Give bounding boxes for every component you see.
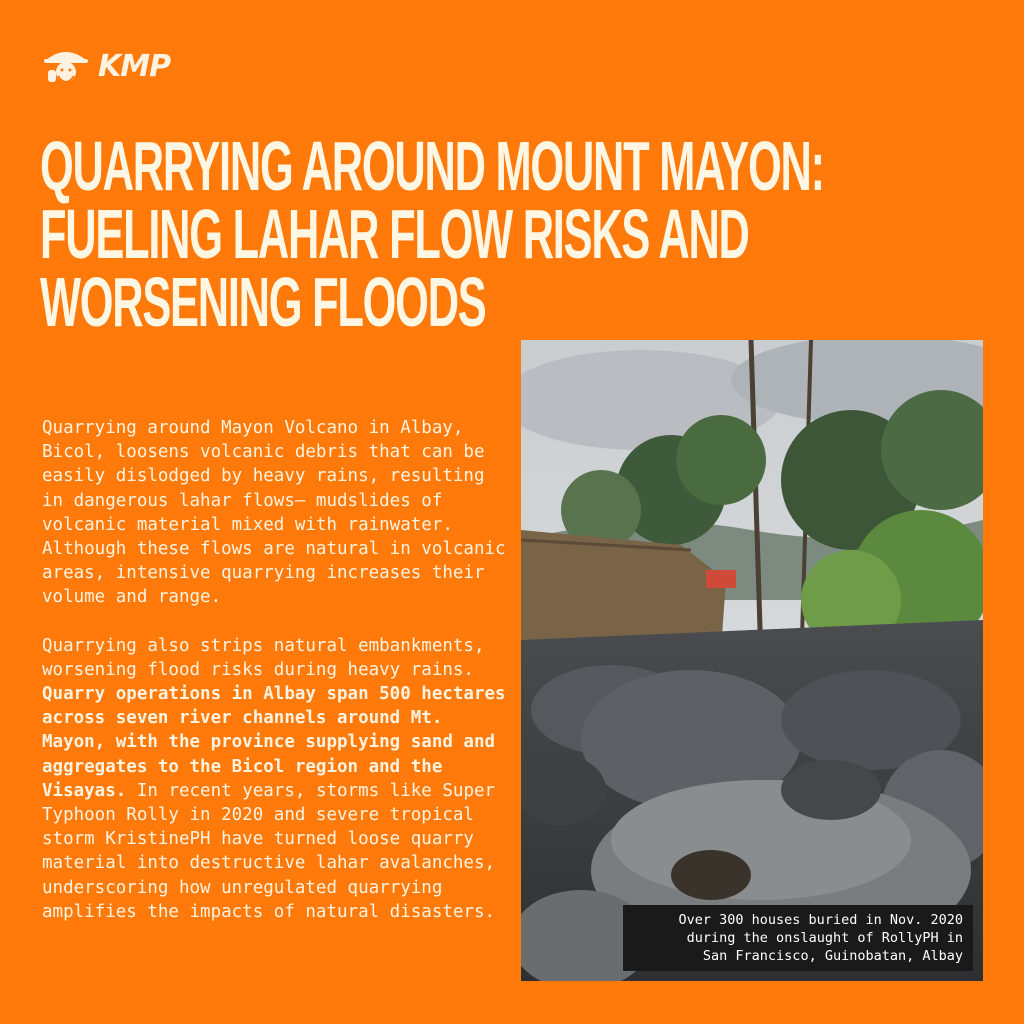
farmer-hat-logo-icon <box>40 40 92 92</box>
title-line-1: QUARRYING AROUND MOUNT MAYON: <box>40 127 824 205</box>
lahar-photo <box>521 340 983 981</box>
paragraph-2-highlight: Quarry operations in Albay span 500 hectares across seven river channels around Mt. Mayon, with the province supplying sand and aggregates to the Bicol region and the Visayas. <box>42 684 506 801</box>
paragraph-1: Quarrying around Mayon Volcano in Albay, Bicol, loosens volcanic debris that can be easily dislodged by heavy rains, resulting in dangerous lahar flows— mudslides of volcanic material mixed with rainwater. Although these flows are natural in volcanic areas, intensive quarrying increases their volume and range. <box>42 418 506 608</box>
caption-line-1: Over 300 houses buried in Nov. 2020 <box>678 912 963 928</box>
brand-name: KMP <box>98 48 171 84</box>
title-line-2: FUELING LAHAR FLOW RISKS AND <box>40 195 749 273</box>
photo-caption <box>623 905 973 971</box>
page-title <box>40 127 824 341</box>
brand-logo <box>40 40 170 92</box>
title-line-3: WORSENING FLOODS <box>40 263 486 341</box>
article-body <box>42 416 512 948</box>
paragraph-2 <box>42 634 512 924</box>
paragraph-2-start: Quarrying also strips natural embankments, worsening flood risks during heavy rains. <box>42 635 485 680</box>
paragraph-2-end: In recent years, storms like Super Typhoon Rolly in 2020 and severe tropical storm KristinePH have turned loose quarry material into destructive lahar avalanches, underscoring how unregulated quarrying amplifies the impacts of natural disasters. <box>42 780 496 922</box>
caption-line-2: during the onslaught of RollyPH in <box>686 930 963 946</box>
caption-line-3: San Francisco, Guinobatan, Albay <box>702 948 963 964</box>
lahar-scene-image <box>521 340 983 981</box>
